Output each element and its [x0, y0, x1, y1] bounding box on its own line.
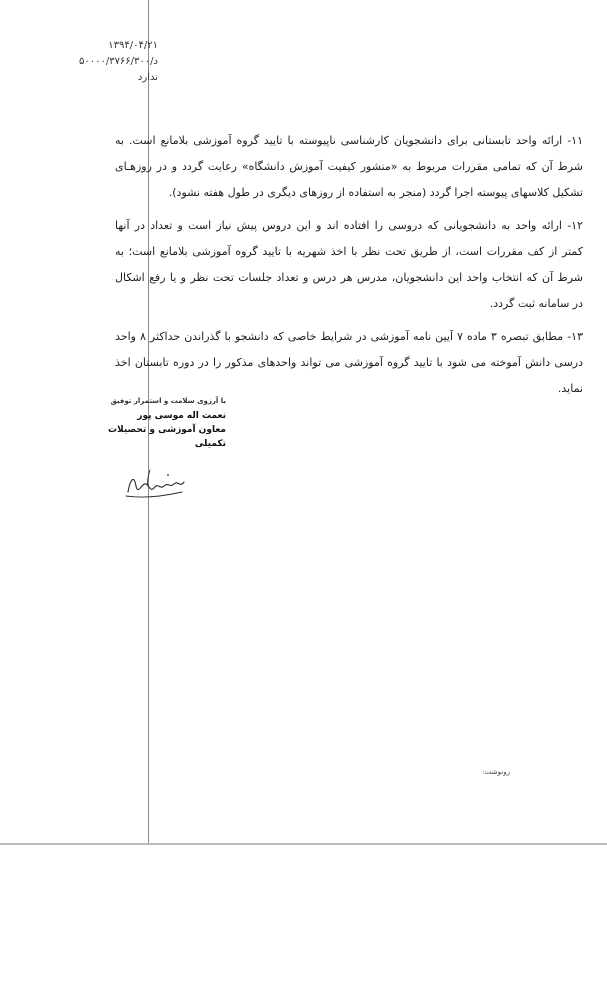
- paragraph-line: شرط آن که تمامی مقررات مربوط به «منشور کیفیت آموزش دانشگاه» رعایت گردد و در روزهـای: [115, 160, 583, 173]
- paragraph-line: ۱۱- ارائه واحد تابستانی برای دانشجویان کارشناسی ناپیوسته با تایید گروه آموزشی بلامانع است. به: [115, 134, 583, 147]
- paragraph-line: نماید.: [557, 382, 583, 395]
- cc-label: رونوشت:: [482, 768, 510, 776]
- letter-body: [115, 128, 583, 409]
- signer-name: نعمت اله موسی پور: [137, 411, 226, 421]
- letter-meta: [58, 38, 158, 86]
- signature-greeting: با آرزوی سلامت و استمرار توفیق: [110, 397, 226, 405]
- paragraph-13: [115, 324, 583, 402]
- signature-block: [106, 393, 226, 451]
- handwritten-signature: [120, 462, 190, 502]
- paragraph-line: تشکیل کلاسهای پیوسته اجرا گردد (منجر به استفاده از روزهای دیگری در طول هفته نشود).: [168, 186, 583, 199]
- paragraph-12: [115, 213, 583, 317]
- letter-attachment: ندارد: [137, 72, 158, 83]
- page-bottom-edge: [0, 843, 607, 845]
- letter-number: د/۵۰۰۰۰/۳۷۶۶/۳۰۰: [78, 56, 158, 67]
- paragraph-line: شرط آن که انتخاب واحد این دانشجویان، مدرس هر درس و تعداد جلسات تحت نظر و یا رفع اشکال: [115, 271, 583, 284]
- paragraph-line: در سامانه ثبت گردد.: [489, 297, 583, 310]
- paragraph-11: [115, 128, 583, 206]
- signer-title: معاون آموزشی و تحصیلات تکمیلی: [107, 425, 226, 449]
- paragraph-line: درسی دانش آموخته می شود با تایید گروه آموزشی می تواند واحدهای مذکور را در دوره تابستان اخذ: [115, 356, 583, 369]
- paragraph-line: ۱۲- ارائه واحد به دانشجویانی که دروسی را افتاده اند و این دروس پیش نیاز است و تعداد در آنها: [115, 219, 583, 232]
- paragraph-line: کمتر از کف مقررات است، از طریق تحت نظر با اخذ شهریه با تایید گروه آموزشی بلامانع است؛ به: [115, 245, 583, 258]
- letter-date: ۱۳۹۴/۰۴/۲۱: [108, 40, 158, 51]
- paragraph-line: ۱۳- مطابق تبصره ۳ ماده ۷ آیین نامه آموزشی در شرایط خاصی که دانشجو با گذراندن حداکثر ۸ واحد: [115, 330, 583, 343]
